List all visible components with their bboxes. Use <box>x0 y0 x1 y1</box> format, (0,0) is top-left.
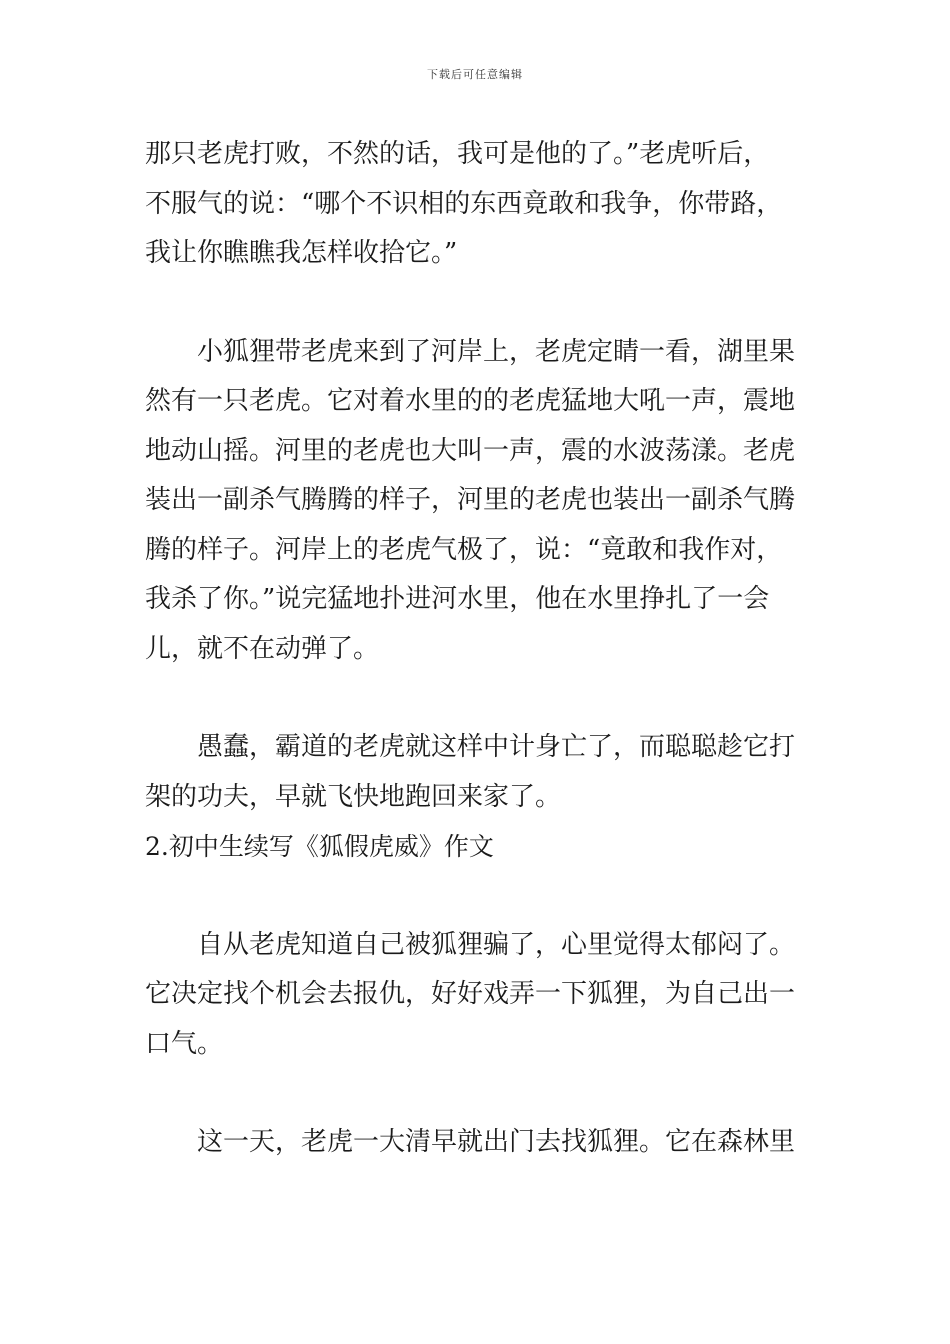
paragraph-line: 我让你瞧瞧我怎样收拾它。” <box>145 238 458 268</box>
paragraph-2 <box>145 328 815 675</box>
paragraph-1 <box>145 130 815 279</box>
paragraph-line: 口气。 <box>145 1028 224 1059</box>
document-body <box>145 130 815 1168</box>
paragraph-line: 然有一只老虎。它对着水里的的老虎猛地大吼一声，震地 <box>145 386 796 416</box>
paragraph-line: 地动山摇。河里的老虎也大叫一声，震的水波荡漾。老虎 <box>145 435 796 466</box>
paragraph-line: 自从老虎知道自己被狐狸骗了，心里觉得太郁闷了。 <box>197 929 796 960</box>
paragraph-line: 它决定找个机会去报仇，好好戏弄一下狐狸，为自己出一 <box>145 979 796 1009</box>
paragraph-5 <box>145 1118 815 1168</box>
paragraph-line: 腾的样子。河岸上的老虎气极了，说：“竟敢和我作对， <box>145 534 783 565</box>
paragraph-3 <box>145 723 815 822</box>
paragraph-line: 架的功夫，早就飞快地跑回来家了。 <box>145 781 562 812</box>
paragraph-line: 不服气的说：“哪个不识相的东西竟敢和我争，你带路， <box>145 188 783 219</box>
paragraph-line: 儿，就不在动弹了。 <box>145 633 380 664</box>
paragraph-4 <box>145 921 815 1070</box>
paragraph-line: 装出一副杀气腾腾的样子，河里的老虎也装出一副杀气腾 <box>145 485 796 515</box>
paragraph-line: 愚蠢，霸道的老虎就这样中计身亡了，而聪聪趁它打 <box>197 732 796 762</box>
paragraph-line: 小狐狸带老虎来到了河岸上，老虎定睛一看，湖里果 <box>197 336 796 367</box>
paragraph-line: 我杀了你。”说完猛地扑进河水里，他在水里挣扎了一会 <box>145 584 770 614</box>
section-heading: 2.初中生续写《狐假虎威》作文 <box>145 832 494 861</box>
paragraph-line: 那只老虎打败，不然的话，我可是他的了。”老虎听后， <box>145 139 770 169</box>
paragraph-line: 这一天，老虎一大清早就出门去找狐狸。它在森林里 <box>197 1127 796 1157</box>
page-header: 下载后可任意编辑 <box>427 68 523 81</box>
